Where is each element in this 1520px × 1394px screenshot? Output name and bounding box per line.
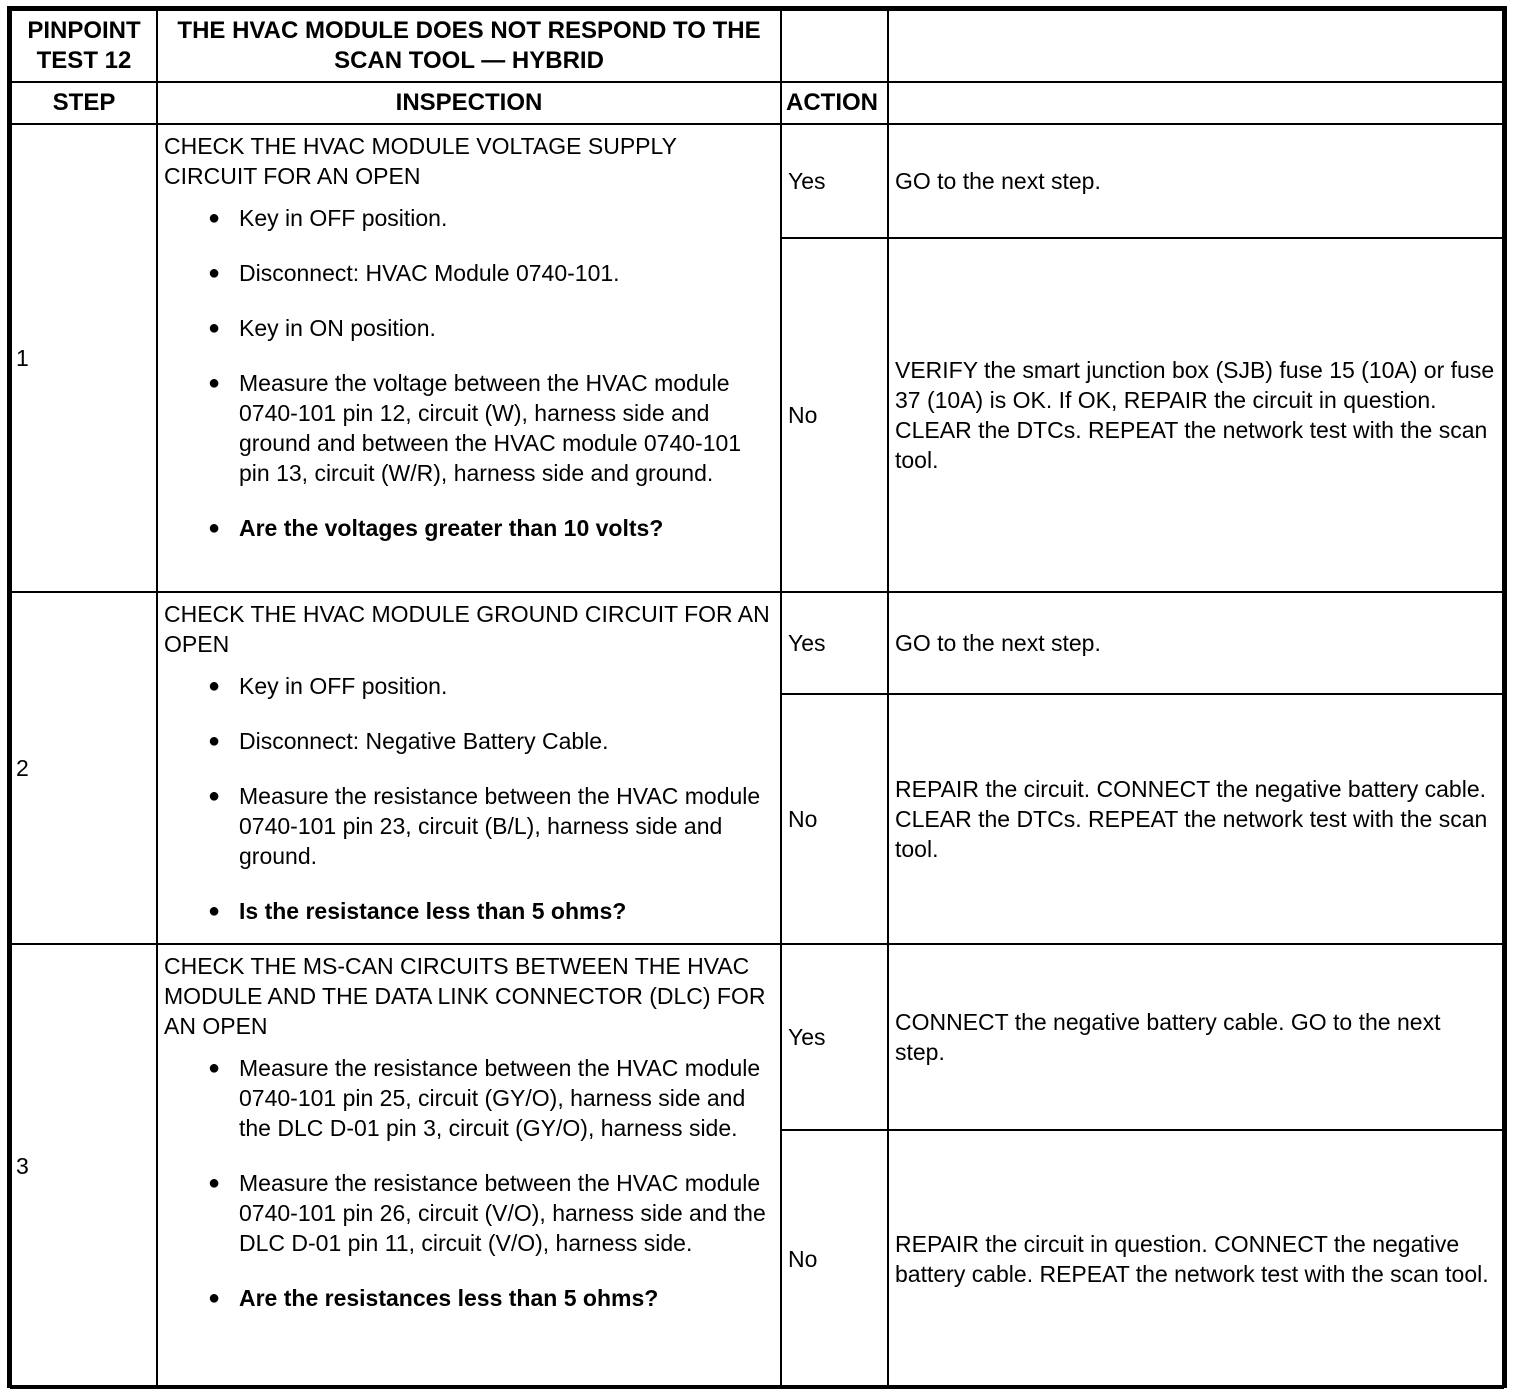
inspection-item <box>164 726 770 756</box>
inspection-item-text: Disconnect: Negative Battery Cable. <box>239 728 609 754</box>
table-title-row <box>11 10 1503 82</box>
inspection-item <box>164 258 770 288</box>
yes-label: Yes <box>781 124 888 238</box>
inspection-list <box>164 671 770 926</box>
pinpoint-test-document <box>7 6 1507 1388</box>
yes-label: Yes <box>781 944 888 1130</box>
yes-action: GO to the next step. <box>888 592 1503 694</box>
no-label: No <box>781 238 888 592</box>
step-inspection <box>157 124 781 592</box>
no-action: REPAIR the circuit in question. CONNECT the negative battery cable. REPEAT the network test with the scan tool. <box>888 1130 1503 1388</box>
bullet-icon: ● <box>208 900 221 922</box>
pinpoint-test-cell <box>11 10 157 82</box>
pinpoint-label: PINPOINT <box>27 17 141 44</box>
step-title: CHECK THE MS-CAN CIRCUITS BETWEEN THE HVAC MODULE AND THE DATA LINK CONNECTOR (DLC) FOR AN OPEN <box>164 953 766 1039</box>
bullet-icon: ● <box>208 730 221 752</box>
inspection-item <box>164 313 770 343</box>
inspection-question-text: Are the resistances less than 5 ohms? <box>239 1285 659 1311</box>
inspection-list <box>164 203 770 543</box>
step-title: CHECK THE HVAC MODULE VOLTAGE SUPPLY CIRCUIT FOR AN OPEN <box>164 133 677 189</box>
header-empty-cell <box>888 82 1503 124</box>
step-title: CHECK THE HVAC MODULE GROUND CIRCUIT FOR AN OPEN <box>164 601 770 657</box>
no-label: No <box>781 694 888 944</box>
test-title-line1: THE HVAC MODULE DOES NOT RESPOND TO THE <box>177 17 761 44</box>
inspection-item-text: Measure the resistance between the HVAC module 0740-101 pin 25, circuit (GY/O), harness side and the DLC D-01 pin 3, circuit (GY/O), harness side. <box>239 1055 761 1141</box>
step-inspection <box>157 592 781 944</box>
pinpoint-test-table <box>10 9 1504 1389</box>
bullet-icon: ● <box>208 317 221 339</box>
step-inspection <box>157 944 781 1388</box>
no-action: REPAIR the circuit. CONNECT the negative battery cable. CLEAR the DTCs. REPEAT the network test with the scan tool. <box>888 694 1503 944</box>
step-number: 3 <box>11 944 157 1388</box>
inspection-column-header: INSPECTION <box>157 82 781 124</box>
action-column-header: ACTION <box>781 82 888 124</box>
test-title-line2: SCAN TOOL — HYBRID <box>334 47 604 74</box>
step-number: 1 <box>11 124 157 592</box>
step-column-header: STEP <box>11 82 157 124</box>
bullet-icon: ● <box>208 207 221 229</box>
bullet-icon: ● <box>208 1172 221 1194</box>
inspection-item <box>164 203 770 233</box>
inspection-item-text: Measure the resistance between the HVAC module 0740-101 pin 26, circuit (V/O), harness side and the DLC D-01 pin 11, circuit (V/O), harness side. <box>239 1170 766 1256</box>
inspection-question <box>164 1283 770 1313</box>
no-action: VERIFY the smart junction box (SJB) fuse 15 (10A) or fuse 37 (10A) is OK. If OK, REPAIR the circuit in question. CLEAR the DTCs. REPEAT the network test with the scan tool. <box>888 238 1503 592</box>
inspection-question-text: Are the voltages greater than 10 volts? <box>239 515 664 541</box>
inspection-item-text: Key in OFF position. <box>239 205 448 231</box>
inspection-item <box>164 1053 770 1143</box>
bullet-icon: ● <box>208 1057 221 1079</box>
test-number-label: TEST 12 <box>36 47 132 74</box>
bullet-icon: ● <box>208 517 221 539</box>
inspection-question <box>164 513 770 543</box>
yes-label: Yes <box>781 592 888 694</box>
header-empty-cell <box>781 10 888 82</box>
inspection-item-text: Disconnect: HVAC Module 0740-101. <box>239 260 620 286</box>
inspection-item <box>164 1168 770 1258</box>
yes-action: CONNECT the negative battery cable. GO to the next step. <box>888 944 1503 1130</box>
column-header-row <box>11 82 1503 124</box>
inspection-item-text: Measure the resistance between the HVAC module 0740-101 pin 23, circuit (B/L), harness side and ground. <box>239 783 761 869</box>
inspection-item-text: Key in ON position. <box>239 315 436 341</box>
step-3-yes-row <box>11 944 1503 1130</box>
bullet-icon: ● <box>208 675 221 697</box>
bullet-icon: ● <box>208 1287 221 1309</box>
no-label: No <box>781 1130 888 1388</box>
inspection-item <box>164 781 770 871</box>
inspection-item <box>164 671 770 701</box>
bullet-icon: ● <box>208 262 221 284</box>
inspection-question <box>164 896 770 926</box>
test-title-cell <box>157 10 781 82</box>
inspection-list <box>164 1053 770 1313</box>
bullet-icon: ● <box>208 372 221 394</box>
inspection-question-text: Is the resistance less than 5 ohms? <box>239 898 627 924</box>
step-number: 2 <box>11 592 157 944</box>
inspection-item <box>164 368 770 488</box>
inspection-item-text: Measure the voltage between the HVAC module 0740-101 pin 12, circuit (W), harness side and ground and between the HVAC module 0740-101 pin 13, circuit (W/R), harness side and ground. <box>239 370 742 486</box>
yes-action: GO to the next step. <box>888 124 1503 238</box>
inspection-item-text: Key in OFF position. <box>239 673 448 699</box>
header-empty-cell <box>888 10 1503 82</box>
step-2-yes-row <box>11 592 1503 694</box>
step-1-yes-row <box>11 124 1503 238</box>
bullet-icon: ● <box>208 785 221 807</box>
